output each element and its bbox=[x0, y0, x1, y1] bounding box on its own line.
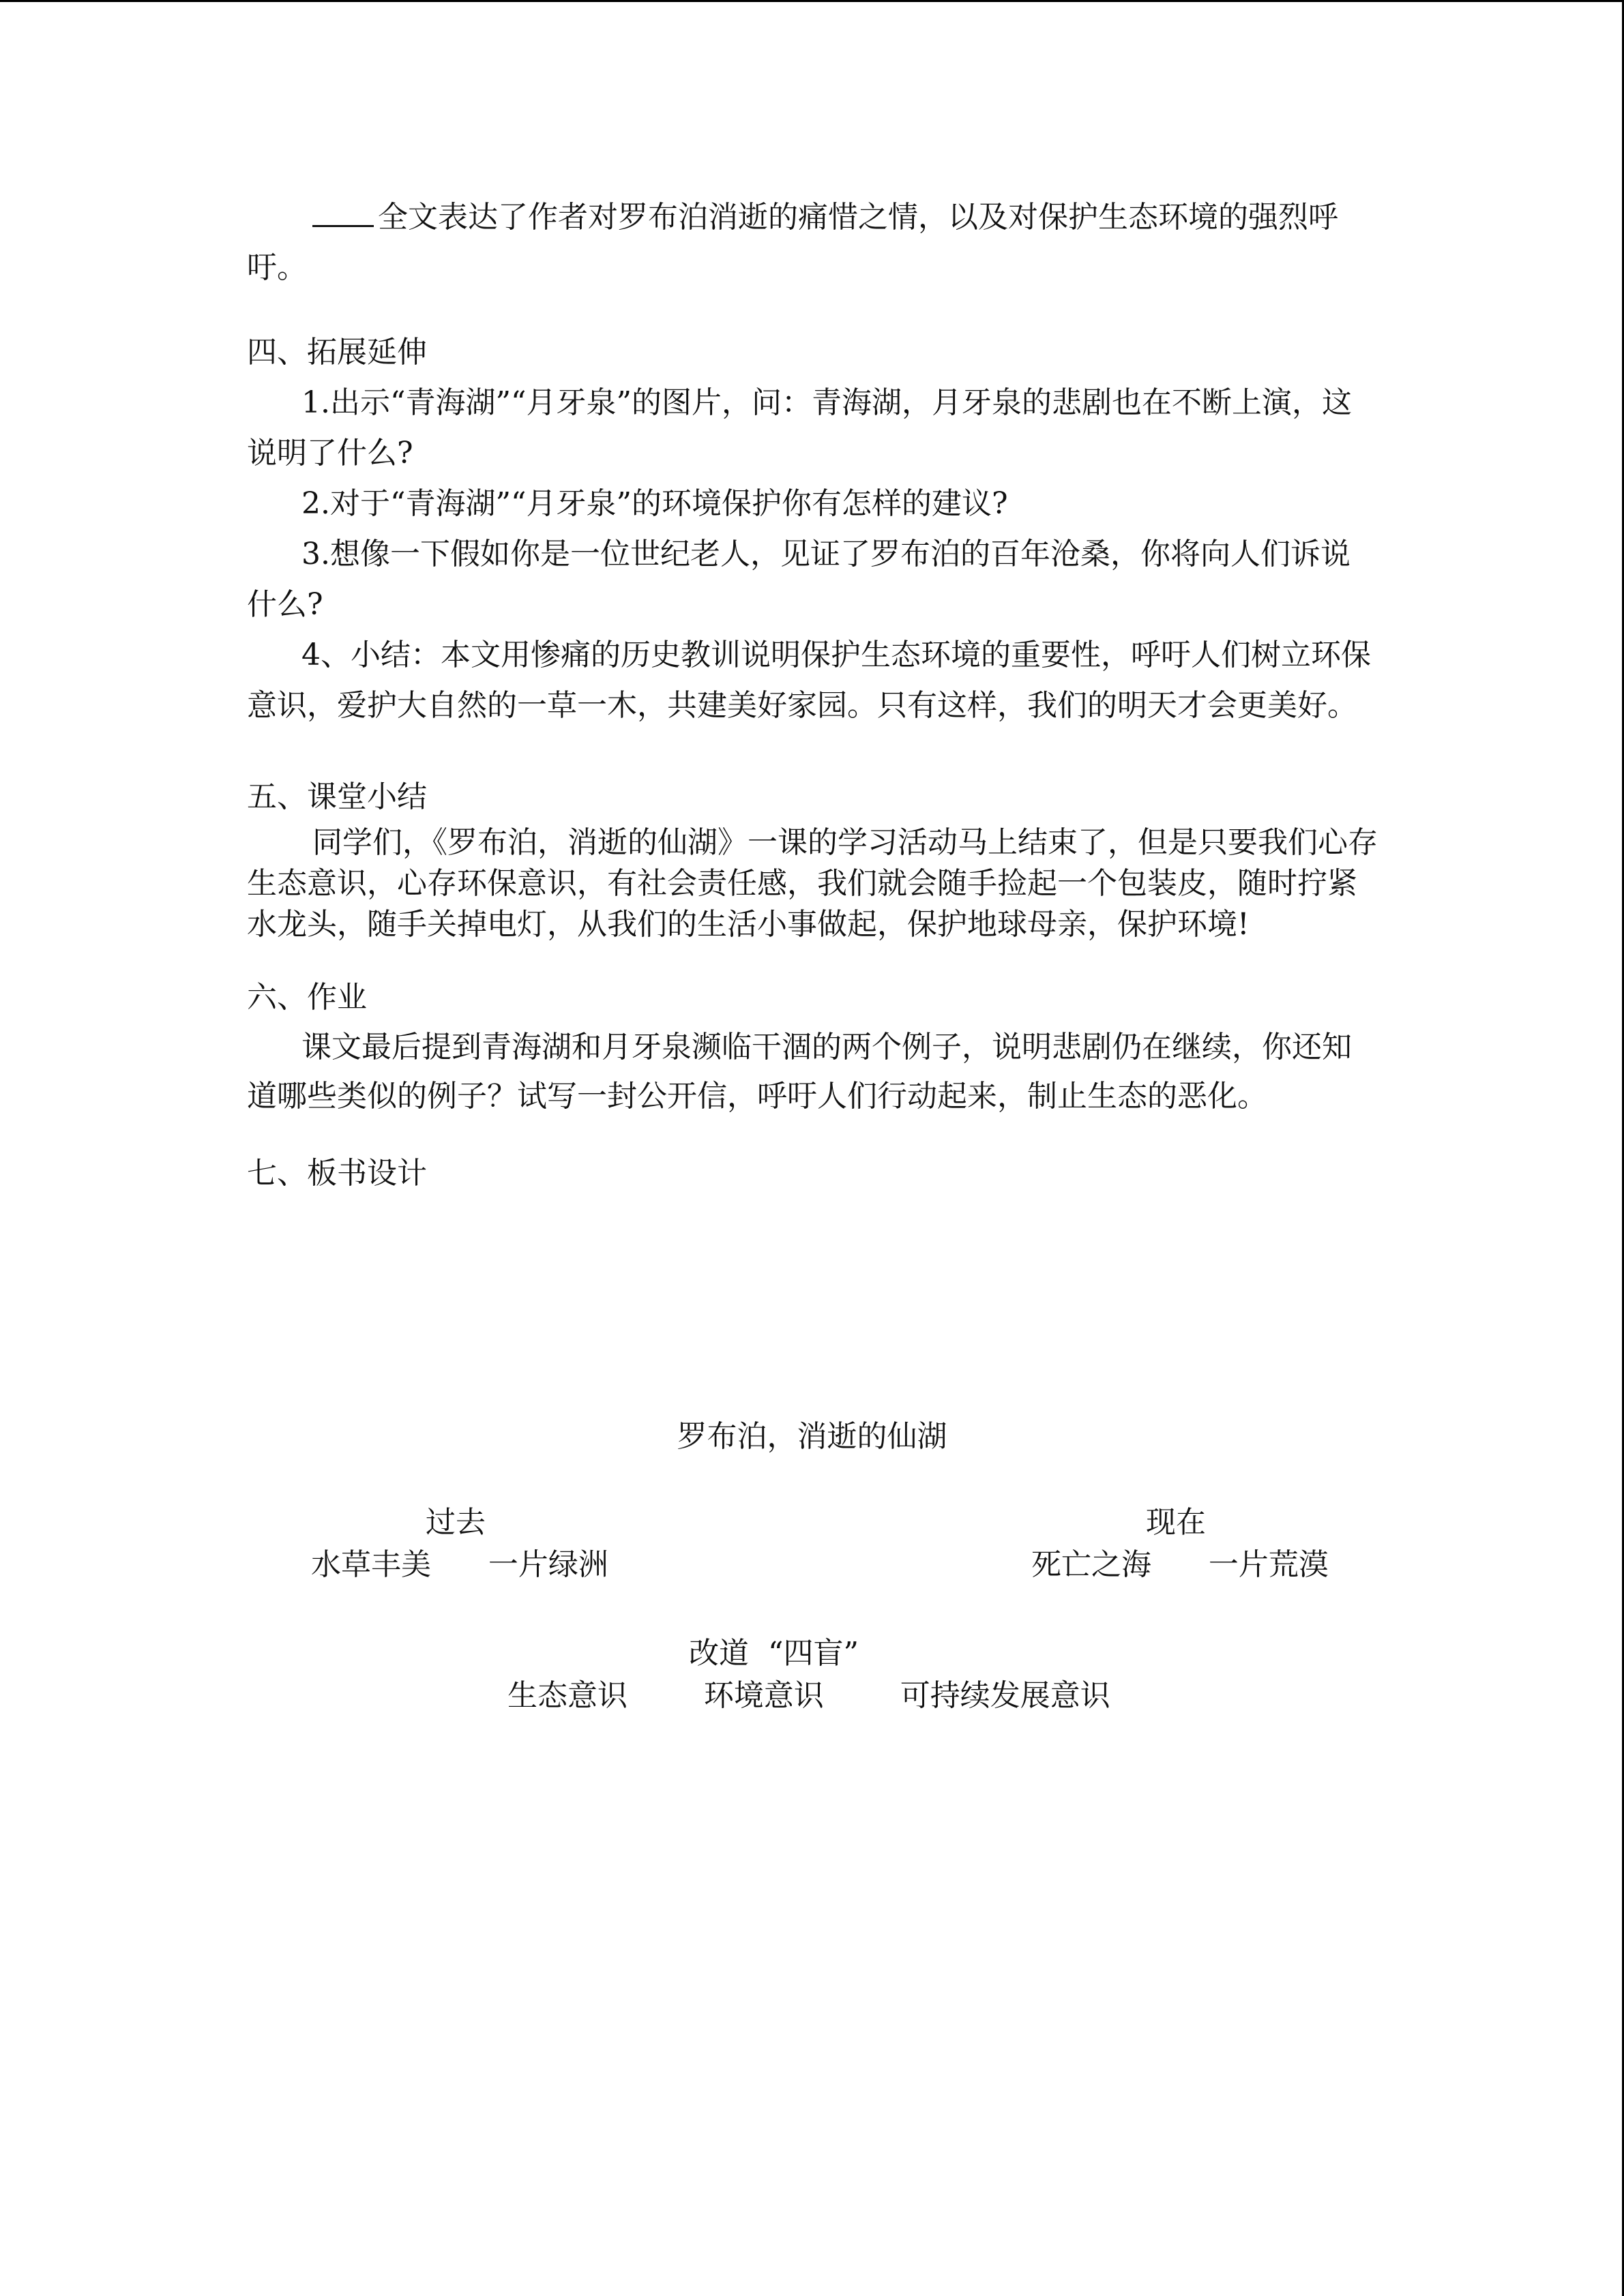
extension-item-4: 4、小结：本文用惨痛的历史教训说明保护生态环境的重要性，呼吁人们树立环保意识，爱护大自然的一草一木，共建美好家园。只有这样，我们的明天才会更美好。 bbox=[247, 638, 1371, 723]
board-past-label: 过去 bbox=[426, 1505, 486, 1540]
extension-item-1: 1.出示“青海湖”“月牙泉”的图片，问：青海湖，月牙泉的悲剧也在不断上演，这说明了什么? bbox=[247, 385, 1352, 471]
board-now-description: 死亡之海 一片荒漠 bbox=[1031, 1547, 1329, 1582]
board-cause: 改道 “四盲” bbox=[689, 1636, 859, 1671]
board-past-description: 水草丰美 一片绿洲 bbox=[311, 1547, 608, 1582]
document-body bbox=[247, 192, 1379, 1199]
section-heading-summary: 五、课堂小结 bbox=[247, 779, 427, 814]
section-heading-board: 七、板书设计 bbox=[247, 1156, 427, 1191]
section-heading-homework: 六、作业 bbox=[247, 980, 367, 1015]
homework-paragraph: 课文最后提到青海湖和月牙泉濒临干涸的两个例子，说明悲剧仍在继续，你还知道哪些类似的例子？试写一封公开信，呼吁人们行动起来，制止生态的恶化。 bbox=[247, 1030, 1352, 1114]
summary-paragraph: 同学们，《罗布泊，消逝的仙湖》一课的学习活动马上结束了，但是只要我们心存生态意识，心存环保意识，有社会责任感，我们就会随手捡起一个包装皮，随时拧紧水龙头，随手关掉电灯，从我们的生活小事做起，保护地球母亲，保护环境! bbox=[247, 825, 1378, 942]
board-title: 罗布泊，消逝的仙湖 bbox=[677, 1419, 947, 1454]
intro-paragraph: 全文表达了作者对罗布泊消逝的痛惜之情，以及对保护生态环境的强烈呼吁。 bbox=[247, 192, 1379, 293]
section-heading-extension: 四、拓展延伸 bbox=[247, 335, 427, 370]
page-border-top bbox=[0, 0, 1624, 2]
extension-item-2: 2.对于“青海湖”“月牙泉”的环境保护你有怎样的建议? bbox=[301, 486, 1008, 521]
board-now-label: 现在 bbox=[1146, 1505, 1206, 1540]
board-awareness: 生态意识 环境意识 可持续发展意识 bbox=[507, 1678, 1110, 1713]
fill-blank bbox=[312, 198, 374, 227]
extension-item-3: 3.想像一下假如你是一位世纪老人，见证了罗布泊的百年沧桑，你将向人们诉说什么? bbox=[247, 537, 1350, 622]
